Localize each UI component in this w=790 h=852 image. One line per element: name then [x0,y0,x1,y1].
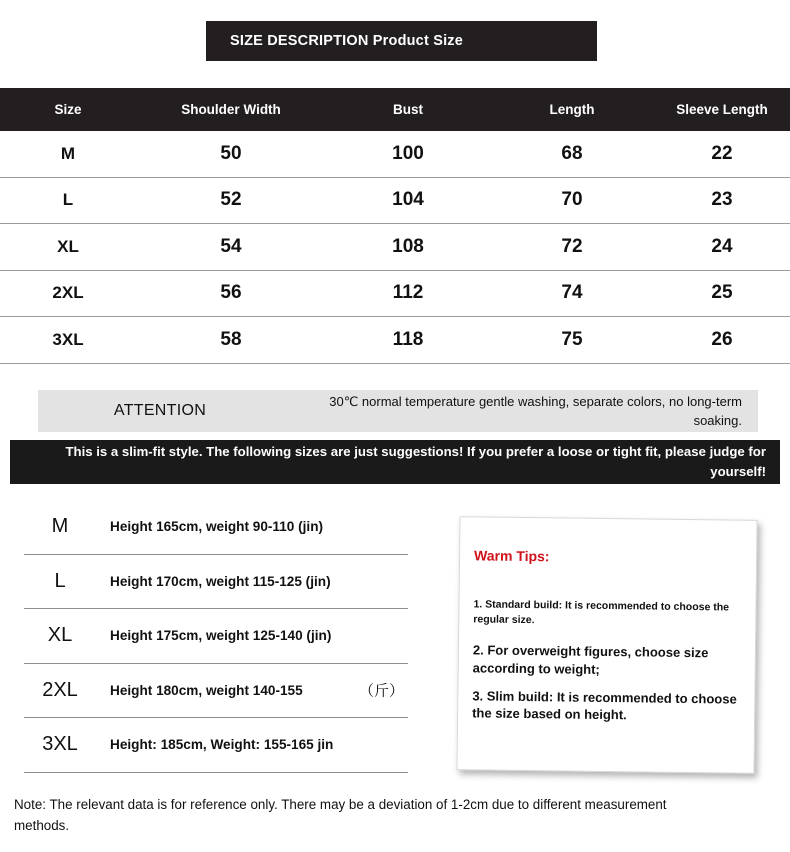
warm-tips-item-1: 1. Standard build: It is recommended to choose the regular size. [473,598,730,627]
cell-sleeve: 26 [711,328,733,350]
table-row [0,317,790,364]
cell-size: M [60,143,76,163]
reco-description [96,683,408,698]
cell-size: 3XL [52,329,84,349]
size-table-header-row [0,88,790,131]
reco-description-text: Height 170cm, weight 115-125 (jin) [110,573,331,589]
cell-bust: 100 [392,142,424,164]
cell-length: 72 [561,235,583,257]
cell-length: 74 [561,282,583,304]
title-banner-text [206,33,463,49]
reco-description [96,519,408,534]
column-header-shoulder-width: Shoulder Width [181,102,281,117]
reco-size-label: M [51,515,69,538]
cell-sleeve: 23 [711,189,733,211]
reco-size-label: 2XL [42,678,78,701]
title-secondary: Product Size [372,33,464,49]
fit-notice-bar [10,440,780,484]
column-header-bust: Bust [393,102,423,117]
cell-sleeve: 22 [711,142,733,164]
reco-description-text: Height 165cm, weight 90-110 (jin) [110,519,324,535]
cell-size: XL [57,236,79,256]
warm-tips-title: Warm Tips: [473,547,550,565]
list-item [24,555,408,610]
cell-shoulder: 58 [220,328,242,350]
cell-shoulder: 50 [220,142,242,164]
cell-bust: 112 [392,282,424,304]
size-table [0,88,790,364]
reco-unit: （斤） [358,682,404,700]
size-recommendation-list [24,500,408,773]
fit-notice-text: This is a slim-fit style. The following sizes are just suggestions! If you prefer a loose or tight fit, please judge for yourself! [65,444,766,479]
reco-description [96,574,408,589]
cell-shoulder: 54 [220,235,242,257]
list-item [24,609,408,664]
reco-description-text: Height: 185cm, Weight: 155-165 jin [110,737,334,753]
list-item [24,718,408,773]
cell-sleeve: 24 [711,235,733,257]
column-header-size: Size [54,102,82,117]
warm-tips-item-3: 3. Slim build: It is recommended to choose the size based on height. [472,687,737,723]
attention-label: ATTENTION [113,402,207,419]
reco-size-label: XL [47,624,73,647]
warm-tips-card-wrapper [458,518,758,776]
table-row [0,178,790,225]
reco-size-label: L [54,569,66,592]
cell-bust: 118 [392,328,424,350]
reco-description-text: Height 180cm, weight 140-155 [110,682,303,698]
cell-bust: 104 [392,189,424,211]
cell-size: 2XL [52,283,84,303]
attention-care-text: 30℃ normal temperature gentle washing, separate colors, no long-term soaking. [329,393,742,428]
cell-size: L [62,190,74,210]
cell-sleeve: 25 [711,282,733,304]
table-row [0,131,790,178]
title-banner [206,21,597,61]
list-item [24,664,408,719]
reco-description-text: Height 175cm, weight 125-140 (jin) [110,628,332,644]
footer-note: Note: The relevant data is for reference only. There may be a deviation of 1-2cm due to different measurement methods. [14,797,667,833]
cell-shoulder: 56 [220,282,242,304]
reco-size-label: 3XL [42,733,78,756]
warm-tips-item-2: 2. For overweight figures, choose size according to weight; [472,642,709,677]
cell-shoulder: 52 [220,189,242,211]
cell-bust: 108 [392,235,424,257]
table-row [0,271,790,318]
list-item [24,500,408,555]
attention-band [38,390,758,432]
reco-description [96,737,408,752]
warm-tips-card [456,516,757,774]
reco-description [96,628,408,643]
table-row [0,224,790,271]
column-header-length: Length [549,102,595,117]
cell-length: 75 [561,328,583,350]
cell-length: 68 [561,142,583,164]
column-header-sleeve-length: Sleeve Length [676,102,768,117]
title-primary: SIZE DESCRIPTION [230,33,369,49]
cell-length: 70 [561,189,583,211]
